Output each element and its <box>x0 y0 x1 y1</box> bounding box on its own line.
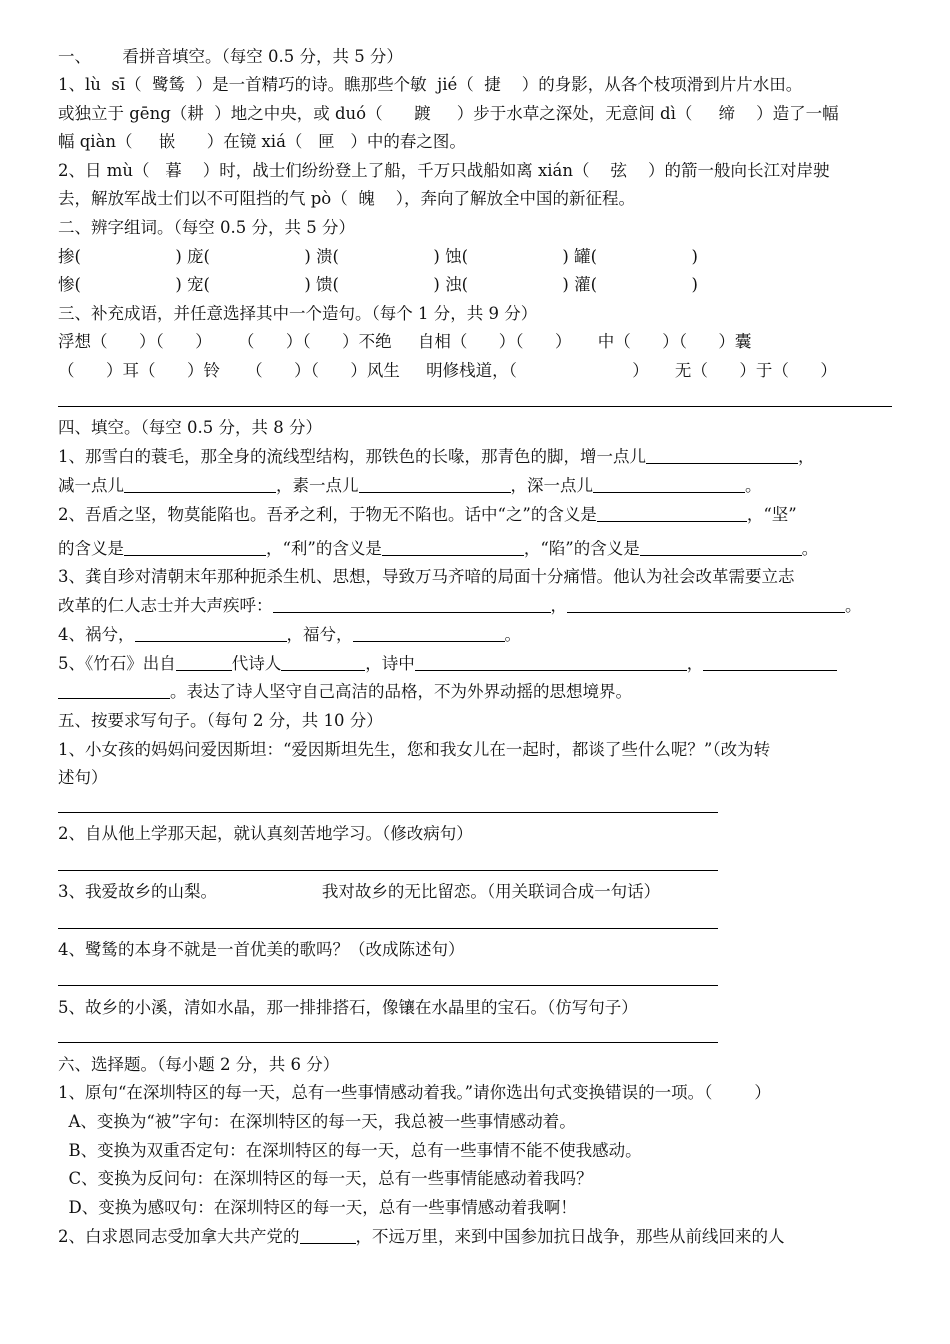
section-3-title: 三、补充成语，并任意选择其中一个造句。（每个 1 分，共 9 分） <box>58 304 538 323</box>
blank[interactable] <box>382 539 524 556</box>
s1-line-4: 2、日 mù（ 暮 ）时，战士们纷纷登上了船，千万只战船如离 xián（ 弦 ）的箭一般向长江对岸驶 <box>58 161 830 180</box>
s4-line-9: 。表达了诗人坚守自己高洁的品格，不为外界动摇的思想境界。 <box>58 681 632 703</box>
blank[interactable] <box>415 654 687 671</box>
s4-line-7: 4、祸兮， ，福兮， 。 <box>58 625 521 644</box>
s4-line-8: 5、《竹石》出自 代诗人 ，诗中 ， <box>58 653 837 675</box>
s4-line-5: 3、龚自珍对清朝末年那种扼杀生机、思想，导致万马齐喑的局面十分痛惜。他认为社会改革需要立志 <box>58 567 795 586</box>
blank[interactable] <box>124 476 276 493</box>
section-1-title: 一、 看拼音填空。（每空 0.5 分，共 5 分） <box>58 47 403 66</box>
s4-line-1: 1、那雪白的蓑毛，那全身的流线型结构，那铁色的长喙，那青色的脚，增一点儿 ， <box>58 447 815 466</box>
s4-line-4: 的含义是 ，“利”的含义是 ，“陷”的含义是 。 <box>58 539 819 558</box>
s6-q1-option-d[interactable]: D、变换为感叹句：在深圳特区的每一天，总有一些事情感动着我啊！ <box>58 1198 577 1217</box>
s5-q1-line-2: 述句） <box>58 768 108 787</box>
s1-line-1: 1、lù sī（ 鹭鸶 ）是一首精巧的诗。瞧那些个敏 jié（ 捷 ）的身影，从各个枝项滑到片片水田。 <box>58 75 803 94</box>
blank[interactable] <box>359 476 511 493</box>
blank[interactable] <box>567 596 845 613</box>
blank[interactable] <box>593 476 745 493</box>
section-2-title: 二、辨字组词。（每空 0.5 分，共 5 分） <box>58 218 355 237</box>
s6-q2: 2、白求恩同志受加拿大共产党的 ，不远万里，来到中国参加抗日战争，那些从前线回来的人 <box>58 1227 785 1246</box>
s5-q1-line-1: 1、小女孩的妈妈问爱因斯坦：“爱因斯坦先生，您和我女儿在一起时，都谈了些什么呢？”（改为转 <box>58 740 771 759</box>
blank[interactable] <box>58 682 170 699</box>
s3-line-2: （ ）耳（ ）铃 （ ）（ ）风生 明修栈道，（ ） 无（ ）于（ ） <box>58 361 837 380</box>
s6-q1-option-a[interactable]: A、变换为“被”字句：在深圳特区的每一天，我总被一些事情感动着。 <box>58 1112 576 1131</box>
section-5-title: 五、按要求写句子。（每句 2 分，共 10 分） <box>58 711 383 730</box>
s5-q1-answer-line[interactable] <box>58 812 718 813</box>
s5-q2-answer-line[interactable] <box>58 870 718 871</box>
s5-q5-answer-line[interactable] <box>58 1042 718 1043</box>
s6-q1: 1、原句“在深圳特区的每一天，总有一些事情感动着我。”请你选出句式变换错误的一项。（ ） <box>58 1083 771 1102</box>
blank[interactable] <box>176 654 232 671</box>
blank[interactable] <box>273 596 551 613</box>
s1-line-2: 或独立于 gēng（耕 ）地之中央，或 duó（ 踱 ）步于水草之深处，无意间 dì（ 缔 ）造了一幅 <box>58 104 839 123</box>
s5-q4: 4、鹭鸶的本身不就是一首优美的歌吗？（改成陈述句） <box>58 940 465 959</box>
section-6-title: 六、选择题。（每小题 2 分，共 6 分） <box>58 1055 340 1074</box>
s5-q3: 3、我爱故乡的山梨。 我对故乡的无比留恋。（用关联词合成一句话） <box>58 882 661 901</box>
s1-line-3: 幅 qiàn（ 嵌 ）在镜 xiá（ 匣 ）中的春之图。 <box>58 132 466 151</box>
blank[interactable] <box>281 654 365 671</box>
s4-line-2: 减一点儿 ，素一点儿 ，深一点儿 。 <box>58 476 762 495</box>
blank[interactable] <box>640 539 802 556</box>
blank[interactable] <box>597 505 747 522</box>
s5-q3-answer-line[interactable] <box>58 928 718 929</box>
s2-line-1: 掺( ) 庞( ) 溃( ) 蚀( ) 罐( ) <box>58 247 698 266</box>
s3-line-1: 浮想（ ）（ ） （ ）（ ）不绝 自相（ ）（ ） 中（ ）（ ）囊 <box>58 332 752 351</box>
blank[interactable] <box>135 625 287 642</box>
s2-line-2: 惨( ) 宠( ) 馈( ) 浊( ) 灌( ) <box>58 275 698 294</box>
section-4-title: 四、填空。（每空 0.5 分，共 8 分） <box>58 418 322 437</box>
blank[interactable] <box>703 654 837 671</box>
s5-q4-answer-line[interactable] <box>58 985 718 986</box>
s6-q1-option-c[interactable]: C、变换为反问句：在深圳特区的每一天，总有一些事情能感动着我吗？ <box>58 1169 593 1188</box>
blank[interactable] <box>646 447 798 464</box>
s3-answer-line[interactable] <box>58 406 892 407</box>
s5-q2: 2、自从他上学那天起，就认真刻苦地学习。（修改病句） <box>58 824 473 843</box>
s1-line-5: 去，解放军战士们以不可阻挡的气 pò（ 魄 ），奔向了解放全中国的新征程。 <box>58 189 635 208</box>
s5-q5: 5、故乡的小溪，清如水晶，那一排排搭石，像镶在水晶里的宝石。（仿写句子） <box>58 998 638 1017</box>
s4-line-3: 2、吾盾之坚，物莫能陷也。吾矛之利，于物无不陷也。话中“之”的含义是 ，“坚” <box>58 505 797 524</box>
s6-q1-option-b[interactable]: B、变换为双重否定句：在深圳特区的每一天，总有一些事情不能不使我感动。 <box>58 1141 642 1160</box>
blank[interactable] <box>124 539 266 556</box>
blank[interactable] <box>300 1227 356 1244</box>
s4-line-6: 改革的仁人志士并大声疾呼： ， 。 <box>58 596 862 615</box>
blank[interactable] <box>353 625 505 642</box>
